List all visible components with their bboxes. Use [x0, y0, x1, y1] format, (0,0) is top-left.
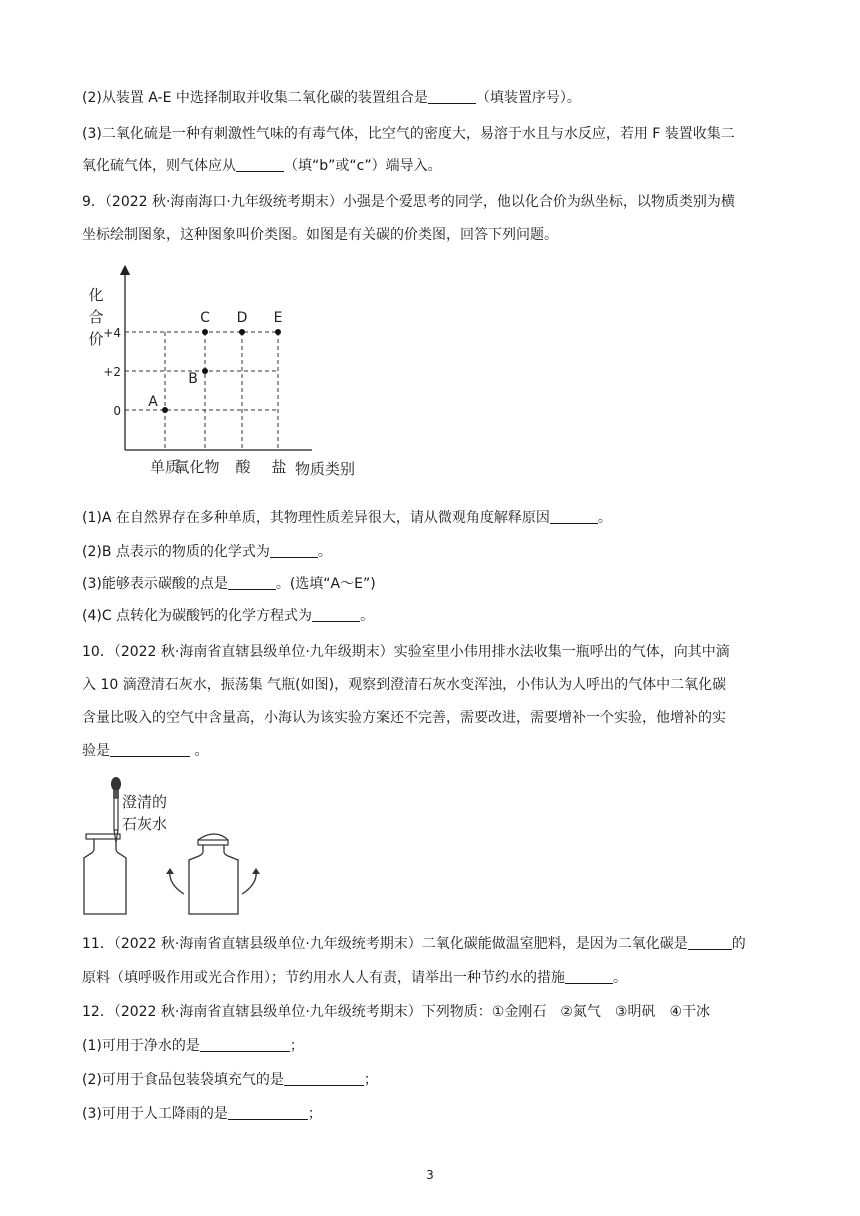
- q8-part2: [82, 88, 782, 108]
- answer-blank[interactable]: [270, 543, 318, 558]
- x-axis-title: 物质类别: [295, 460, 356, 478]
- data-point-label: E: [273, 310, 283, 326]
- q9-part1-text-end: 。: [597, 510, 612, 526]
- y-axis-title-char: 价: [88, 330, 104, 348]
- carbon-valence-diagram: [80, 262, 380, 482]
- figure-label-2: 石灰水: [122, 815, 168, 833]
- chart-x-axis-labels: [150, 458, 355, 478]
- gas-bottle-figure: [76, 774, 276, 920]
- q9-part4-text-end: 。: [360, 608, 375, 624]
- q11-text-2-end: 。: [613, 970, 627, 986]
- q8-part3-line2: [82, 156, 782, 176]
- q11-line2: [82, 968, 782, 988]
- data-point-label: B: [188, 371, 198, 387]
- q10-text: 验是: [82, 743, 110, 759]
- q8-part3-text-end: （填“b”或“c”）端导入。: [284, 158, 442, 174]
- q12-part1: [82, 1036, 782, 1056]
- q12-part3-text: (3)可用于人工降雨的是: [82, 1106, 228, 1122]
- q9-part3-text: (3)能够表示碳酸的点是: [82, 576, 228, 592]
- chart-gridlines: [125, 332, 278, 450]
- answer-blank[interactable]: [110, 742, 190, 757]
- q9-part1-text: (1)A 在自然界存在多种单质，其物理性质差异很大，请从微观角度解释原因: [82, 510, 550, 526]
- q9-stem-line2: 坐标绘制图象，这种图象叫价类图。如图是有关碳的价类图，回答下列问题。: [82, 227, 558, 243]
- answer-blank[interactable]: [565, 969, 613, 984]
- chart-y-axis-labels: [88, 286, 121, 418]
- q8-part3-line1: (3)二氧化硫是一种有刺激性气味的有毒气体，比空气的密度大，易溶于水且与水反应，若用 F 装置收集二: [82, 126, 735, 142]
- y-tick-label: +2: [103, 365, 121, 379]
- q9-part2: [82, 542, 782, 562]
- q8-part2-text-end: （填装置序号）。: [475, 90, 581, 106]
- q12-part2: [82, 1070, 782, 1090]
- data-point-label: D: [236, 310, 248, 326]
- q11-text: 11．（2022 秋·海南省直辖县级单位·九年级统考期末）二氧化碳能做温室肥料，是因为二氧化碳是: [82, 936, 688, 952]
- q10-stem-line2: 入 10 滴澄清石灰水，振荡集 气瓶(如图)，观察到澄清石灰水变浑浊，小伟认为人呼出的气体中二氧化碳: [82, 677, 727, 693]
- data-point-a: [162, 407, 168, 413]
- q12-stem: 12．（2022 秋·海南省直辖县级单位·九年级统考期末）下列物质：①金刚石 ②氮气 ③明矾 ④干冰: [82, 1004, 710, 1020]
- q10-stem-line1: 10．（2022 秋·海南省直辖县级单位·九年级期末）实验室里小伟用排水法收集一瓶呼出的气体，向其中滴: [82, 644, 730, 660]
- answer-blank[interactable]: [550, 509, 598, 524]
- q12-part3-text-end: ；: [307, 1106, 322, 1122]
- chart-axes: [125, 270, 312, 450]
- q12-part2-text: (2)可用于食品包装袋填充气的是: [82, 1072, 284, 1088]
- x-tick-label: 氧化物: [174, 458, 220, 476]
- q10-stem-line4: [82, 741, 782, 761]
- q9-part3-text-end: 。(选填“A～E”): [275, 576, 376, 592]
- answer-blank[interactable]: [284, 1071, 364, 1086]
- q9-part4: [82, 606, 782, 626]
- data-point-b: [202, 368, 208, 374]
- answer-blank[interactable]: [428, 89, 476, 104]
- gas-bottle-left: [84, 834, 126, 914]
- y-tick-label: 0: [113, 404, 121, 418]
- x-tick-label: 单质: [149, 458, 181, 476]
- q12-part1-text-end: ；: [289, 1038, 304, 1054]
- answer-blank[interactable]: [200, 1037, 290, 1052]
- q9-part4-text: (4)C 点转化为碳酸钙的化学方程式为: [82, 608, 313, 624]
- data-point-label: A: [148, 394, 158, 410]
- figure-label-1: 澄清的: [122, 793, 168, 811]
- q12-part2-text-end: ；: [363, 1072, 378, 1088]
- data-point-d: [239, 329, 245, 335]
- q11-text-2: 原料（填呼吸作用或光合作用）；节约用水人人有责，请举出一种节约水的措施: [82, 970, 565, 986]
- q9-part3: [82, 574, 782, 594]
- answer-blank[interactable]: [228, 575, 276, 590]
- y-axis-title-char: 合: [88, 308, 104, 326]
- x-tick-label: 盐: [271, 458, 287, 476]
- q9-part2-text: (2)B 点表示的物质的化学式为: [82, 544, 270, 560]
- q8-part3-text: 氧化硫气体，则气体应从: [82, 158, 236, 174]
- answer-blank[interactable]: [228, 1105, 308, 1120]
- gas-bottle-right: [189, 834, 238, 914]
- data-point-c: [202, 329, 208, 335]
- q8-part2-text: (2)从装置 A-E 中选择制取并收集二氧化碳的装置组合是: [82, 90, 428, 106]
- q9-stem-line1: 9．（2022 秋·海南海口·九年级统考期末）小强是个爱思考的同学，他以化合价为纵坐标，以物质类别为横: [82, 194, 735, 210]
- dropper-icon: [111, 777, 121, 842]
- answer-blank[interactable]: [688, 935, 732, 950]
- q10-text-end: 。: [190, 743, 209, 759]
- q11-line1: [82, 934, 782, 954]
- q12-part1-text: (1)可用于净水的是: [82, 1038, 200, 1054]
- data-point-label: C: [200, 310, 210, 326]
- q9-part1: [82, 508, 782, 528]
- q9-part2-text-end: 。: [317, 544, 332, 560]
- q10-stem-line3: 含量比吸入的空气中含量高，小海认为该实验方案还不完善，需要改进，需要增补一个实验，他增补的实: [82, 710, 726, 726]
- answer-blank[interactable]: [236, 157, 284, 172]
- y-axis-title-char: 化: [88, 286, 104, 304]
- chart-points: [148, 310, 282, 413]
- x-tick-label: 酸: [235, 458, 251, 476]
- answer-blank[interactable]: [312, 607, 360, 622]
- data-point-e: [275, 329, 281, 335]
- page-number: 3: [426, 1168, 434, 1182]
- q12-part3: [82, 1104, 782, 1124]
- y-tick-label: +4: [103, 326, 121, 340]
- q11-text-end: 的: [731, 936, 746, 952]
